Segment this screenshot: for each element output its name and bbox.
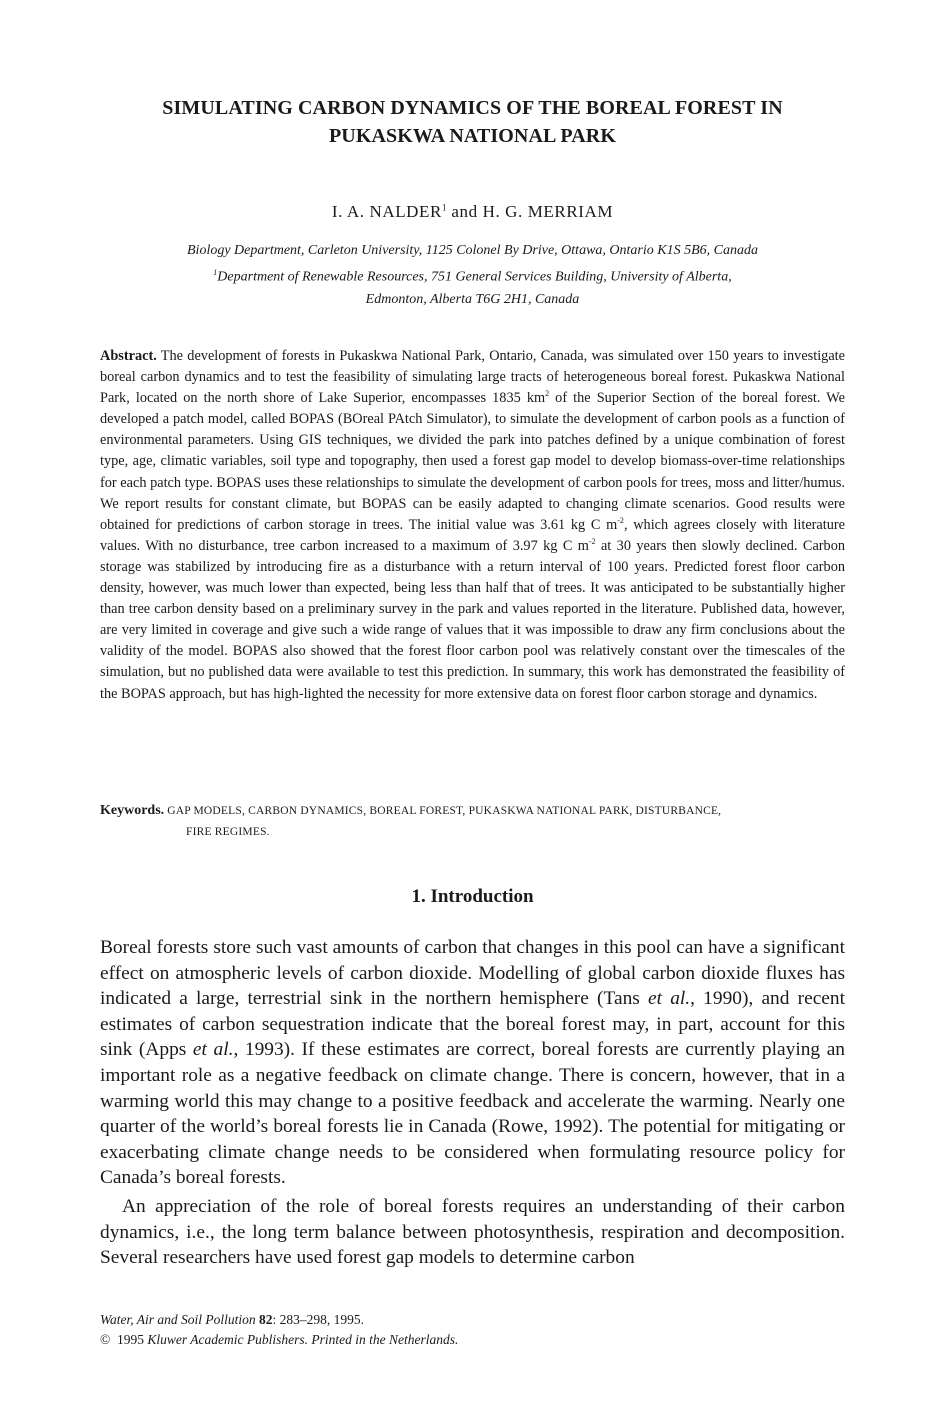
abstract-label: Abstract. <box>100 348 157 364</box>
abstract-text-4: at 30 years then slowly declined. Carbon storage was stabilized by introducing fire as a disturbance with a return interval of 100 years. Predicted forest floor carbon density, however, was much lower than expected, being less than half that of trees. It was anticipated to be substantially higher than tree carbon density based on a preliminary survey in the park and values reported in the literature. Published data, however, are very limited in coverage and give such a wide range of values that it was impossible to draw any firm conclusions about the validity of the model. BOPAS also showed that the forest floor carbon pool was relatively constant over the timescales of the simulation, but no published data were available to test this prediction. In summary, this work has demonstrated the feasibility of the BOPAS approach, but has high-lighted the necessity for more extensive data on forest floor carbon storage and dynamics. <box>100 537 845 702</box>
introduction-paragraph-1: Boreal forests store such vast amounts of carbon that changes in this pool can have a significant effect on atmospheric levels of carbon dioxide. Modelling of global carbon dioxide fluxes has indicated a large, terrestrial sink in the northern hemisphere (Tans et al., 1990), and recent estimates of carbon sequestration indicate that the boreal forest may, in part, account for this sink (Apps et al., 1993). If these estimates are correct, boreal forests are currently playing an important role as a negative feedback on climate change. There is concern, however, that in a warming world this may change to a positive feedback and accelerate the warming. Nearly one quarter of the world’s boreal forests lie in Canada (Rowe, 1992). The potential for mitigating or exacerbating climate change needs to be considered when formulating resource policy for Canada’s boreal forests. <box>100 937 845 1189</box>
journal-pages: : 283–298, 1995. <box>272 1312 365 1327</box>
page-footer <box>100 1310 845 1350</box>
author-1-affiliation-mark: 1 <box>441 202 447 213</box>
abstract-text-2: of the Superior Section of the boreal forest. We developed a patch model, called BOPAS (BOreal PAtch Simulator), to simulate the development of carbon pools as a function of environmental parameters. Using GIS techniques, we divided the park into patches defined by a unique combination of forest type, age, climatic variables, soil type and topography, then used a forest gap model to develop biomass-over-time relationships for each patch type. BOPAS uses these relationships to simulate the development of carbon pools for trees, moss and litter/humus. We report results for constant climate, but BOPAS can be easily adapted to changing climate scenarios. Good results were obtained for predictions of carbon storage in trees. The initial value was 3.61 kg C m <box>100 390 845 533</box>
title-line-1: SIMULATING CARBON DYNAMICS OF THE BOREAL FOREST IN <box>162 97 783 119</box>
abstract-sup-2: -2 <box>617 515 624 525</box>
journal-volume: 82 <box>259 1312 273 1327</box>
affiliation-line-1: Biology Department, Carleton University, 1125 Colonel By Drive, Ottawa, Ontario K1S 5B6, Canada <box>187 243 758 258</box>
paper-title <box>100 94 845 150</box>
author-1: I. A. NALDER <box>331 202 442 221</box>
keywords-line-1: GAP MODELS, CARBON DYNAMICS, BOREAL FOREST, PUKASKWA NATIONAL PARK, DISTURBANCE, <box>164 805 722 817</box>
affiliation-line-2: $^1$Department of Renewable Resources, 751 General Services Building, University of Alberta, <box>213 268 732 285</box>
abstract-sup-3: -2 <box>588 537 596 547</box>
copyright-line <box>100 1330 845 1350</box>
affiliation-line-3: Edmonton, Alberta T6G 2H1, Canada <box>365 291 580 307</box>
journal-name: Water, Air and Soil Pollution <box>100 1312 256 1327</box>
section-heading: 1. Introduction <box>411 886 534 907</box>
abstract-text-3: , which agrees closely with literature values. With no disturbance, tree carbon increased to a maximum of 3.97 kg C m <box>100 516 845 554</box>
affiliation-mark: 1 <box>213 268 218 277</box>
author-list <box>100 202 845 222</box>
copyright-year: 1995 <box>117 1332 145 1347</box>
journal-citation <box>100 1310 845 1330</box>
introduction-paragraph-2: An appreciation of the role of boreal forests requires an understanding of their carbon dynamics, i.e., the long term balance between photosynthesis, respiration and decomposition. Several researchers have used forest gap models to determine carbon <box>100 1195 845 1269</box>
copyright-icon: © <box>100 1332 111 1347</box>
abstract <box>100 346 845 705</box>
citation-etal: et al. <box>648 988 691 1010</box>
author-2: H. G. MERRIAM <box>482 202 614 221</box>
abstract-sup-1: 2 <box>545 389 550 399</box>
publisher: Kluwer Academic Publishers. Printed in the Netherlands. <box>147 1332 459 1347</box>
author-conjunction: and <box>451 202 478 221</box>
title-line-2: PUKASKWA NATIONAL PARK <box>328 125 617 147</box>
abstract-text-1: The development of forests in Pukaskwa National Park, Ontario, Canada, was simulated over 150 years to investigate boreal carbon dynamics and to test the feasibility of simulating large tracts of heterogeneous boreal forest. Pukaskwa National Park, located on the north shore of Lake Superior, encompasses 1835 km <box>100 348 845 407</box>
keywords <box>100 800 845 843</box>
citation-etal: et al. <box>192 1039 234 1061</box>
affiliations <box>100 240 845 311</box>
introduction-body <box>100 935 845 1271</box>
keywords-line-2: FIRE REGIMES. <box>186 826 270 838</box>
keywords-label: Keywords. <box>100 803 165 818</box>
